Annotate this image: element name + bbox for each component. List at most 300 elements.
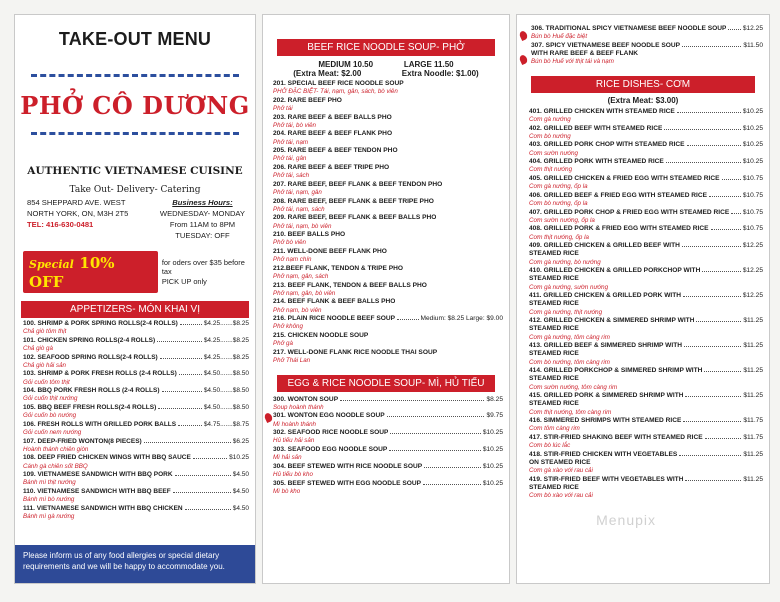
menu-item [273,147,503,163]
menu-item-line [529,451,763,459]
menu-item-price: $10.75 [742,174,763,182]
menu-item [529,434,763,450]
menu-item-vietnamese: Cơm sườn nướng, tôm càng rim [529,383,618,391]
menu-item-vietnamese: Cơm gà nướng, bò nướng [529,258,601,266]
beef-noodle-header: BEEF RICE NOODLE SOUP- PHỞ [277,39,495,56]
menu-item-line [529,317,763,325]
menu-item-line [273,147,503,155]
menu-item-vietnamese: Gỏi cuốn thịt nướng [23,395,78,403]
menu-item-line [531,25,763,33]
services: Take Out- Delivery- Catering [69,185,201,195]
dot-leader [158,408,202,409]
menu-item-vietnamese: Cơm sườn nướng [529,149,578,157]
menu-item-vietnamese: Phở nạm, bò viên [273,306,322,314]
menu-item-line [273,80,503,88]
menu-item-vietnamese: Gỏi cuốn nem nướng [23,428,82,436]
menu-item-name: 300. WONTON SOUP [273,395,339,403]
menu-item-price: $12.25 [742,25,763,32]
menu-item [23,454,249,470]
dot-leader [340,400,484,401]
menu-item-name-cont: STEAMED RICE [529,250,579,258]
menu-item-name: 407. GRILLED PORK CHOP & FRIED EGG WITH STEAMED RICE [529,208,730,216]
menu-item-name: 301. WONTON EGG NOODLE SOUP [273,412,385,420]
menu-item-price: $4.25.......$8.25 [203,336,249,344]
menu-item-vietnamese: Phở không [273,323,303,331]
menu-item-vietnamese: PHỞ ĐẶC BIỆT- Tái, nạm, gân, sách, bò viên [273,88,398,96]
menu-item [273,181,503,197]
menu-item-price: $4.25.......$8.25 [203,353,249,361]
dot-leader [709,196,741,197]
menu-item-price: $12.25 [742,242,763,250]
menu-item-vietnamese: Mì hải sản [273,454,302,462]
beef-noodle-list [263,78,509,365]
menu-item-name: 104. BBQ PORK FRESH ROLLS (2-4 ROLLS) [23,387,160,395]
menu-item-name: 413. GRILLED BEEF & SIMMERED SHRIMP WITH [529,342,683,350]
dot-leader [423,484,481,485]
menu-item-name: 217. WELL-DONE FLANK RICE NOODLE THAI SOUP [273,348,438,356]
menu-item-name: 106. FRESH ROLLS WITH GRILLED PORK BALLS [23,420,177,428]
menu-item [529,225,763,241]
menu-item [273,198,503,214]
menu-item-vietnamese: Bánh mì bò nướng [23,496,75,504]
menu-item-line [529,267,763,275]
menu-item-price: $4.50 [232,504,249,512]
menu-item-name: 105. BBQ BEEF FRESH ROLLS(2-4 ROLLS) [23,403,157,411]
menu-item-name: 209. RARE BEEF, BEEF FLANK & BEEF BALLS PHO [273,214,437,222]
menu-item-name: 211. WELL-DONE BEEF FLANK PHO [273,247,387,255]
menu-item-vietnamese: Cơm gà nướng [529,116,571,123]
menu-item-price: $4.50.......$8.50 [203,370,249,378]
menu-item [273,248,503,264]
menu-item [23,370,249,386]
menu-item-line [529,392,763,400]
dot-leader [173,492,231,493]
dot-leader [682,246,741,247]
hours-title: Business Hours: [172,198,233,207]
menu-item-vietnamese: Hủ tiếu bò kho [273,470,313,478]
menu-item-line [273,248,503,256]
menu-item [529,125,763,141]
menu-item-price: $11.25 [743,392,763,400]
menu-item-vietnamese: Phở tái, sách [273,172,310,180]
menu-item-line [529,158,763,166]
menu-item [23,320,249,336]
dot-leader [705,438,742,439]
dot-leader [711,229,741,230]
size-prices [263,60,509,69]
menu-item-price: $10.75 [742,191,763,199]
menu-item-vietnamese: Cơm gà nướng, tôm càng rim [529,333,610,341]
menu-item-vietnamese: Bún bò Huế với thịt tái và nạm [531,58,614,66]
menu-item-line [273,265,503,273]
menu-item-price: $12.25 [742,292,763,300]
menu-item-vietnamese: Cơm bò nướng [529,132,571,140]
menu-item-line [273,349,503,357]
menu-item-line [273,480,503,488]
menu-item-line [273,446,503,454]
menu-item-vietnamese: Phở gà [273,340,293,348]
menu-item-price: $11.25 [743,367,763,375]
address-line-2: NORTH YORK, ON, M3H 2T5 [27,209,129,218]
menu-item [23,337,249,353]
special-badge [23,251,158,293]
menu-item-name: 100. SHRIMP & PORK SPRING ROLLS(2-4 ROLLS) [23,320,178,327]
menu-item-vietnamese: Cơm gà nướng, sườn nướng [529,283,609,291]
menu-item-name: 306. TRADITIONAL SPICY VIETNAMESE BEEF NOODLE SOUP [531,25,727,32]
menu-item-line [273,298,503,306]
menu-item [531,25,763,41]
menu-item-vietnamese: Gỏi cuốn bò nướng [23,412,77,420]
spicy-pepper-icon [520,27,529,45]
egg-noodle-list [263,394,509,496]
menu-item [23,471,249,487]
menu-item-vietnamese: Cơm gà nướng, thịt nướng [529,308,603,316]
menu-item-line [531,42,763,50]
menu-item-line [23,354,249,362]
dot-leader [389,450,481,451]
menu-item-line [273,214,503,222]
menu-item-line [23,421,249,429]
menu-item [529,392,763,416]
dot-leader [387,416,485,417]
menu-item-name: 204. RARE BEEF & BEEF FLANK PHO [273,130,393,138]
menu-item-name: 402. GRILLED BEEF WITH STEAMED RICE [529,124,663,132]
extra-noodle-price: Extra Noodle: $1.00) [401,69,479,78]
menu-item-line [23,387,249,395]
menu-item [529,451,763,475]
menu-item [529,342,763,366]
menu-item-vietnamese: Mì hoành thánh [273,420,317,428]
special-note-line-1: for oders over $35 before tax [161,257,245,277]
menu-item-vietnamese: Phở bò viên [273,239,306,247]
menu-item-vietnamese: Hủ tiếu hải sản [273,437,315,445]
menu-item [273,429,503,445]
menu-item-line [529,141,763,149]
hours-time: From 11AM to 8PM [169,220,236,229]
menu-item-vietnamese: Cơm sườn nướng, ốp la [529,216,595,224]
menu-item-price: $11.75 [743,417,763,425]
dot-leader [180,324,202,325]
menu-item-price: $12.25 [742,267,763,275]
menu-item-name: 414. GRILLED PORKCHOP & SIMMERED SHRIMP WITH [529,367,703,375]
menu-item-name: 214. BEEF FLANK & BEEF BALLS PHO [273,298,396,306]
dot-leader [397,319,419,320]
dot-leader [687,145,741,146]
menu-item [23,421,249,437]
menu-item-line [529,108,763,116]
menu-item-line [273,114,503,122]
menu-item-line [529,209,763,217]
menu-item-name: 410. GRILLED CHICKEN & GRILLED PORKCHOP WITH [529,267,701,275]
menu-item [529,175,763,191]
menu-item [529,367,763,391]
appetizers-list [15,318,255,521]
menu-item-vietnamese: Hoành thánh chiên giòn [23,445,89,453]
menu-item-name: 415. GRILLED PORK & SIMMERED SHRIMP WITH [529,392,684,400]
menu-item-price: $11.75 [743,433,763,441]
hours-days: WEDNESDAY- MONDAY [159,209,245,218]
menu-item-price: $10.25 [742,158,763,166]
menu-item [273,164,503,180]
menu-item-price: $11.25 [743,450,763,458]
menu-item-name: 303. SEAFOOD EGG NOODLE SOUP [273,445,388,453]
menu-item [529,242,763,266]
menu-item [529,267,763,291]
menu-item-vietnamese: Cơm thịt nướng, ốp la [529,233,589,241]
menu-item-name: 201. SPECIAL BEEF RICE NOODLE SOUP [273,80,404,87]
menu-item [273,80,503,96]
dot-leader [684,346,741,347]
dot-leader [683,296,741,297]
menu-item [529,476,763,500]
menu-item-name: 411. GRILLED CHICKEN & GRILLED PORK WITH [529,292,682,300]
menu-item-name: 102. SEAFOOD SPRING ROLLS(2-4 ROLLS) [23,353,158,361]
menu-item-vietnamese: Cánh gà chiên sốt BBQ [23,462,88,470]
menu-item [23,387,249,403]
menu-item-line [273,332,503,340]
menu-item-line [529,476,763,484]
menu-item-name: 103. SHRIMP & PORK FRESH ROLLS (2-4 ROLLS) [23,370,177,378]
menu-item-line [23,370,249,378]
menu-item-vietnamese: Bánh mì gà nướng [23,512,75,520]
menu-item-line [529,292,763,300]
menu-item-name-cont: STEAMED RICE [529,350,579,358]
menu-item-line [273,181,503,189]
menu-item-vietnamese: Gỏi cuốn tôm thịt [23,378,70,386]
menu-item [529,209,763,225]
menu-item [273,282,503,298]
menu-item-name: 216. PLAIN RICE NOODLE BEEF SOUP [273,315,396,323]
menu-item-name-cont: WITH RARE BEEF & BEEF FLANK [531,50,638,57]
menu-item-line [273,97,503,105]
menu-item [273,315,503,331]
menu-item [23,404,249,420]
menu-item-name: 205. RARE BEEF & BEEF TENDON PHO [273,147,398,155]
dot-leader [157,341,202,342]
menu-item [529,141,763,157]
menu-item-vietnamese: Cơm tôm càng rim [529,425,580,433]
menu-item-vietnamese: Cơm thịt nướng [529,166,573,174]
menu-item-line [529,417,763,425]
menu-item-price: $4.25.......$8.25 [203,320,249,327]
menu-item-name: 203. RARE BEEF & BEEF BALLS PHO [273,113,392,121]
menu-item-price: $6.25 [232,437,249,445]
menu-item [273,446,503,462]
dot-leader [677,112,741,113]
menu-item-name: 404. GRILLED PORK WITH STEAMED RICE [529,158,664,166]
menu-item-line [529,192,763,200]
menu-item-vietnamese: Chả giò tôm thịt [23,328,67,336]
dot-leader [702,271,741,272]
spicy-pepper-icon [520,51,529,69]
menu-item [273,97,503,113]
menu-item-name: 305. BEEF STEWED WITH EGG NOODLE SOUP [273,479,422,487]
menu-item-name: 307. SPICY VIETNAMESE BEEF NOODLE SOUP [531,41,681,49]
menu-item [273,332,503,348]
menu-item [273,396,503,412]
menu-item-name: 417. STIR-FRIED SHAKING BEEF WITH STEAMED RICE [529,433,703,441]
menu-item [273,214,503,230]
menu-item-vietnamese: Phở tái, bò viên [273,121,316,129]
menu-item-line [273,198,503,206]
left-menu-panel [14,14,256,584]
menu-item-line [23,337,249,345]
menu-item-vietnamese: Chả giò hải sản [23,361,66,369]
menu-item-line [529,125,763,133]
menu-item-name: 210. BEEF BALLS PHO [273,231,346,239]
dot-leader [683,421,741,422]
dot-leader [728,29,740,30]
menu-item-vietnamese: Cơm thịt nướng, tôm càng rim [529,408,612,416]
menu-item-line [23,454,249,462]
menu-item-price: $11.50 [743,41,763,49]
menu-item-name: 215. CHICKEN NOODLE SOUP [273,331,369,339]
special-word: Special [29,258,74,271]
menu-item-name: 409. GRILLED CHICKEN & GRILLED BEEF WITH [529,242,680,250]
menu-item-name: 213. BEEF FLANK, TENDON & BEEF BALLS PHO [273,281,427,289]
tagline: AUTHENTIC VIETNAMESE CUISINE [27,165,243,177]
menu-item-name-cont: STEAMED RICE [529,325,579,333]
menu-item-vietnamese: Mì bò kho [273,487,301,495]
large-price: LARGE 11.50 [403,60,454,69]
restaurant-name: PHỞ CÔ DƯƠNG [20,91,250,120]
menu-item-name: 419. STIR-FRIED BEEF WITH VEGETABLES WITH [529,475,684,483]
menu-item-line [273,130,503,138]
hours-off: TUESDAY: OFF [175,231,230,240]
dot-leader [696,321,741,322]
menu-item-price: $10.25 [742,141,763,149]
menu-item-line [529,175,763,183]
menu-item-vietnamese: Cơm bò xào với rau cải [529,492,593,500]
dot-leader [179,374,202,375]
menu-item-price: $11.25 [743,342,763,350]
menu-item [529,192,763,208]
menu-item-line [529,434,763,442]
appetizers-header: APPETIZERS- MÓN KHAI VỊ [21,301,249,318]
menu-item-price: $9.75 [486,412,503,420]
menu-item [273,463,503,479]
menu-item [273,412,503,428]
middle-menu-panel [262,14,510,584]
menu-item-name-cont: STEAMED RICE [529,300,579,308]
dot-leader [144,442,231,443]
menu-item-line [273,396,503,404]
menu-item-name: 111. VIETNAMESE SANDWICH WITH BBQ CHICKEN [23,504,183,512]
menu-item-price: $10.75 [742,208,763,216]
menu-item-vietnamese: Phở tái, nạm, gân [273,188,322,196]
rice-extra-meat: (Extra Meat: $3.00) [607,95,679,105]
egg-noodle-header: EGG & RICE NOODLE SOUP- MÌ, HỦ TIẾU [277,375,495,392]
special-offer [23,251,255,293]
menu-item-name-cont: STEAMED RICE [529,483,579,491]
menu-item [529,417,763,433]
menu-item-price: $4.50 [232,487,249,495]
dot-leader [160,358,202,359]
medium-price: MEDIUM 10.50 [318,60,374,69]
phone-number: TEL: 416-630-0481 [27,220,94,229]
menu-item-price: $10.25 [742,107,763,115]
dot-leader [175,475,231,476]
menu-item-name-cont: STEAMED RICE [529,375,579,383]
menu-item-price: $4.50.......$8.50 [203,387,249,395]
menu-item-name: 304. BEEF STEWED WITH RICE NOODLE SOUP [273,462,423,470]
menu-item [273,349,503,365]
menu-item [273,231,503,247]
menu-item-line [529,242,763,250]
menu-item-vietnamese: Cơm gà nướng, ốp la [529,183,588,191]
dot-leader [679,455,741,456]
menu-item-price: Medium: $8.25 Large: $9.00 [420,315,503,323]
menu-item-name: 418. STIR-FRIED CHICKEN WITH VEGETABLES [529,450,678,458]
menu-item [529,108,763,124]
dot-leader [704,371,741,372]
menu-item-line [529,225,763,233]
menu-item-line [23,438,249,446]
extra-meat-price: (Extra Meat: $2.00 [293,69,362,78]
watermark: Menupix [596,512,656,528]
menu-item-name: 108. DEEP FRIED CHICKEN WINGS WITH BBQ SAUCE [23,454,191,462]
menu-item-vietnamese: Phở nạm, gân, sách [273,272,329,280]
menu-item-name: 416. SIMMERED SHRIMPS WITH STEAMED RICE [529,417,682,425]
spicy-noodle-list [517,15,769,66]
menu-item-line [273,315,503,323]
menu-item-price: $10.25 [482,462,503,470]
menu-item-price: $4.50.......$8.50 [203,403,249,411]
menu-item-line [23,471,249,479]
menu-item-name: 403. GRILLED PORK CHOP WITH STEAMED RICE [529,141,685,149]
special-note-line-2: PICK UP only [161,276,207,286]
menu-item-vietnamese: Phở tái, gân [273,155,307,163]
menu-item [23,488,249,504]
menu-item-line [273,429,503,437]
menu-item-name: 207. RARE BEEF, BEEF FLANK & BEEF TENDON PHO [273,180,443,188]
menu-item [273,480,503,496]
dot-leader [731,213,741,214]
menu-item-price: $10.25 [482,445,503,453]
menu-item-name: 110. VIETNAMESE SANDWICH WITH BBQ BEEF [23,487,171,495]
dot-leader [664,129,740,130]
menu-item-line [273,164,503,172]
menu-item-price: $10.25 [742,124,763,132]
menu-item-line [23,404,249,412]
menu-item-vietnamese: Phở tái, nạm, bò viên [273,222,332,230]
menu-item-line [23,320,249,328]
allergy-notice: Please inform us of any food allergies or special dietary requirements and we will be happy to accommodate you. [15,545,255,583]
menu-item-name: 212.BEEF FLANK, TENDON & TRIPE PHO [273,264,404,272]
menu-item-name: 405. GRILLED CHICKEN & FRIED EGG WITH STEAMED RICE [529,174,720,182]
dot-leader [685,396,741,397]
menu-item-vietnamese: Bún bò Huế đặc biệt [531,33,588,41]
menu-item-line [273,412,503,420]
menu-item-vietnamese: Soup hoành thánh [273,403,324,411]
menu-item-price: $10.25 [229,454,249,462]
menu-item-line [529,367,763,375]
spicy-pepper-icon [265,409,274,427]
menu-item-name-cont: ON STEAMED RICE [529,458,591,466]
rice-dishes-header: RICE DISHES- CƠM [531,76,755,93]
menu-item-name: 206. RARE BEEF & BEEF TRIPE PHO [273,163,390,171]
menu-item-price: $4.50 [232,471,249,479]
menu-item [273,265,503,281]
menu-item-price: $8.25 [486,395,503,403]
menu-item-vietnamese: Phở tái [273,105,293,112]
menu-item-name: 406. GRILLED BEEF & FRIED EGG WITH STEAMED RICE [529,191,708,199]
dot-leader [390,433,480,434]
dot-leader [424,467,481,468]
menu-item-vietnamese: Cơm bò nướng, tôm càng rim [529,358,610,366]
contact-info [15,195,255,241]
menu-item [23,438,249,454]
